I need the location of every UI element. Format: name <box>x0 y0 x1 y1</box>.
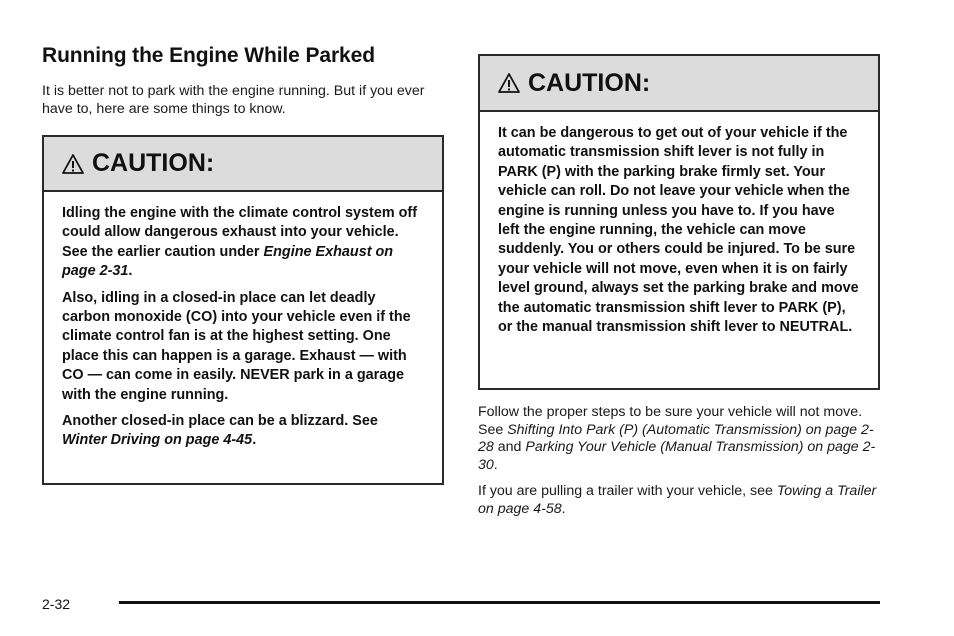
cross-reference-link[interactable]: Shifting Into Park (P) (Automatic Transmission) on page 2-28 <box>478 421 874 455</box>
caution-header <box>480 56 878 112</box>
section-heading: Running the Engine While Parked <box>42 44 375 67</box>
footer-rule <box>119 601 880 604</box>
caution-paragraph: Idling the engine with the climate control system off could allow dangerous exhaust into your vehicle. See the earlier caution under Engine Exhaust on page 2-31. <box>62 205 418 280</box>
warning-triangle-icon <box>62 153 84 175</box>
caution-title: CAUTION: <box>528 68 651 97</box>
cross-reference-link[interactable]: Winter Driving on page 4-45 <box>62 432 253 449</box>
caution-paragraph: Also, idling in a closed-in place can let deadly carbon monoxide (CO) into your vehicle even if the climate control fan is at the highest setting. One place this can happen is a garage. Exhaust — with CO — can come in easily. NEVER park in a garage with the engine running. <box>62 289 411 403</box>
follow-steps-paragraph: Follow the proper steps to be sure your vehicle will not move. See Shifting Into Park (P) (Automatic Transmission) on page 2-28 and Parking Your Vehicle (Manual Transmission) on page 2-30. <box>478 404 876 473</box>
towing-paragraph: If you are pulling a trailer with your vehicle, see Towing a Trailer on page 4-58. <box>478 483 877 517</box>
cross-reference-link[interactable]: Towing a Trailer on page 4-58 <box>478 483 877 517</box>
caution-box-exhaust <box>42 135 444 485</box>
caution-paragraph: It can be dangerous to get out of your vehicle if the automatic transmission shift lever is not fully in PARK (P) with the parking brake firmly set. Your vehicle can roll. Do not leave your vehicle when the engine is running unless you have to. If you have left the engine running, the vehicle can move suddenly. You or others could be injured. To be sure your vehicle will not move, even when it is on fairly level ground, always set the parking brake and move the automatic transmission shift lever to PARK (P), or the manual transmission shift lever to NEUTRAL. <box>498 125 859 336</box>
cross-reference-link[interactable]: Parking Your Vehicle (Manual Transmission) on page 2-30 <box>478 439 876 473</box>
warning-triangle-icon <box>498 72 520 94</box>
cross-reference-link[interactable]: Engine Exhaust on page 2-31 <box>62 243 394 280</box>
caution-header <box>44 137 442 192</box>
caution-box-rolling <box>478 54 880 390</box>
caution-body <box>44 192 442 461</box>
intro-paragraph: It is better not to park with the engine running. But if you ever have to, here are some things to know. <box>42 83 425 117</box>
page-number: 2-32 <box>42 596 71 612</box>
caution-title: CAUTION: <box>92 149 215 177</box>
caution-paragraph: Another closed-in place can be a blizzard. See Winter Driving on page 4-45. <box>62 413 378 449</box>
caution-body <box>480 112 878 347</box>
